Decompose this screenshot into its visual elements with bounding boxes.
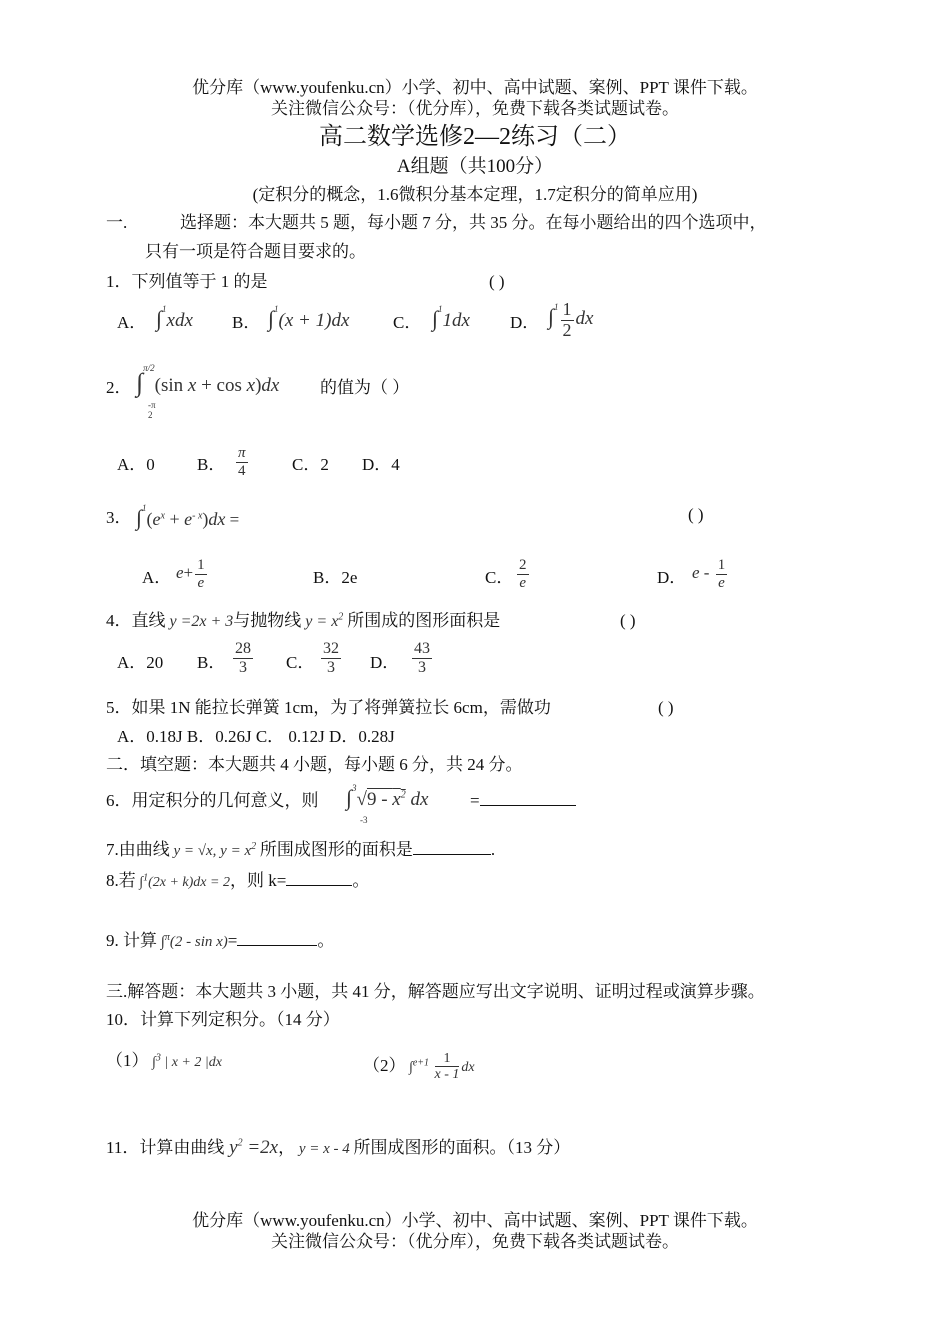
q10-stem: 10．计算下列定积分。（14 分） [106, 1010, 340, 1029]
q3-paren: ( ) [688, 505, 704, 524]
q3-option-c-label: C． [485, 568, 514, 587]
q1-paren: ( ) [489, 272, 505, 291]
q1-option-a-integral: ∫$^1$xdx [156, 304, 193, 331]
q1-option-d-label: D． [510, 313, 540, 332]
q2-integral: ∫$^{\pi/2}$(sin x + cos x)dx [136, 363, 280, 397]
q2-option-d: D．4 [362, 455, 400, 474]
q4-option-d-frac: $\frac{43}{3}$ [414, 640, 430, 676]
q1-option-b-integral: ∫$^1$(x + 1)dx [268, 304, 350, 331]
section2-heading: 二．填空题：本大题共 4 小题，每小题 6 分，共 24 分。 [106, 755, 523, 774]
q11-stem: 11．计算由曲线 $y^2 =2x$， y = x - 4 所围成图形的面积。（13 分） [106, 1137, 571, 1158]
header-line-1: 优分库（www.youfenku.cn）小学、初中、高中试题、案例、PPT 课件下载。 [192, 78, 758, 97]
q4-option-c-frac: $\frac{32}{3}$ [323, 640, 339, 676]
q8-stem: 8.若 ∫$^1$(2x + k)dx = 2，则 k= 。 [106, 871, 370, 890]
q3-integral: $\int^1(e^x + e^{- x})dx$ = [136, 503, 240, 530]
q4-option-a: A．20 [117, 653, 164, 672]
q4-paren: ( ) [620, 611, 636, 630]
section1-label: 一. [106, 213, 128, 232]
q3-option-a-expr: e+ $\frac{1}{e}$ [176, 557, 205, 591]
page-subtitle: A组题（共100分） [396, 156, 554, 177]
q3-option-a-label: A． [142, 568, 172, 587]
footer-line-2: 关注微信公众号：（优分库），免费下载各类试题试卷。 [271, 1232, 679, 1251]
q9-stem: 9. 计算 ∫$^\pi$(2 - sin x)= 。 [106, 931, 335, 950]
q2-option-c: C．2 [292, 455, 329, 474]
q10-part-2: （2） ∫$^{e+1}$ $\frac{1}{x - 1}$ dx [363, 1051, 475, 1083]
section3-heading: 三.解答题：本大题共 3 小题，共 41 分，解答题应写出文字说明、证明过程或演算步骤。 [106, 982, 765, 1001]
q1-option-d-integral: ∫$^1$ $\frac{1}{2}$ dx [548, 299, 594, 340]
q4-option-d-label: D． [370, 653, 400, 672]
q6-lower-limit: -3 [360, 815, 368, 825]
q4-option-b-label: B． [197, 653, 226, 672]
q3-option-d-label: D． [657, 568, 687, 587]
q4-stem: 4．直线 y =2x + 3与抛物线 $y = x^2$ 所围成的图形面积是 [106, 611, 501, 630]
q10-part-1: （1） ∫$^3$ | x + 2 |dx [106, 1051, 222, 1070]
q2-tail: 的值为（ ） [320, 378, 410, 397]
q3-option-c-frac: $\frac{2}{e}$ [519, 557, 527, 591]
q6-stem: 6．用定积分的几何意义，则 [106, 791, 319, 810]
q3-option-d-expr: e - $\frac{1}{e}$ [692, 557, 726, 591]
footer-line-1: 优分库（www.youfenku.cn）小学、初中、高中试题、案例、PPT 课件下载。 [192, 1211, 758, 1230]
q1-option-c-integral: ∫$^1$1dx [432, 304, 470, 331]
q2-option-b-frac: $\frac{\pi}{4}$ [238, 445, 246, 479]
q2-option-b-label: B． [197, 455, 226, 474]
q1-option-c-label: C． [393, 313, 422, 332]
q6-integral: $\int^3√9 - x^2$ dx [346, 783, 429, 810]
q2-num: 2． [106, 378, 132, 397]
q1-option-b-label: B． [232, 313, 261, 332]
q7-stem: 7.由曲线 y = √x, $y = x^2$ 所围成图形的面积是 . [106, 840, 496, 859]
section1-text-2: 只有一项是符合题目要求的。 [145, 242, 366, 261]
q4-option-b-frac: $\frac{28}{3}$ [235, 640, 251, 676]
scope-note: (定积分的概念，1.6微积分基本定理，1.7定积分的简单应用) [252, 185, 698, 204]
q2-option-a: A．0 [117, 455, 155, 474]
q5-stem: 5．如果 1N 能拉长弹簧 1cm，为了将弹簧拉长 6cm，需做功 [106, 698, 551, 717]
q3-option-b: B．2e [313, 568, 358, 587]
q5-options: A．0.18J B．0.26J C． 0.12J D．0.28J [117, 727, 395, 746]
header-line-2: 关注微信公众号：（优分库），免费下载各类试题试卷。 [271, 99, 679, 118]
q5-paren: ( ) [658, 698, 674, 717]
page-title: 高二数学选修2—2练习（二） [319, 124, 631, 150]
section1-text-1: 选择题：本大题共 5 题，每小题 7 分，共 35 分。在每小题给出的四个选项中， [180, 213, 767, 232]
q3-num: 3． [106, 508, 132, 527]
q2-lower-limit: -π 2 [148, 400, 156, 421]
q1-option-a-label: A． [117, 313, 147, 332]
q1-stem: 1．下列值等于 1 的是 [106, 272, 268, 291]
q4-option-c-label: C． [286, 653, 315, 672]
q6-answer: = [470, 791, 576, 811]
